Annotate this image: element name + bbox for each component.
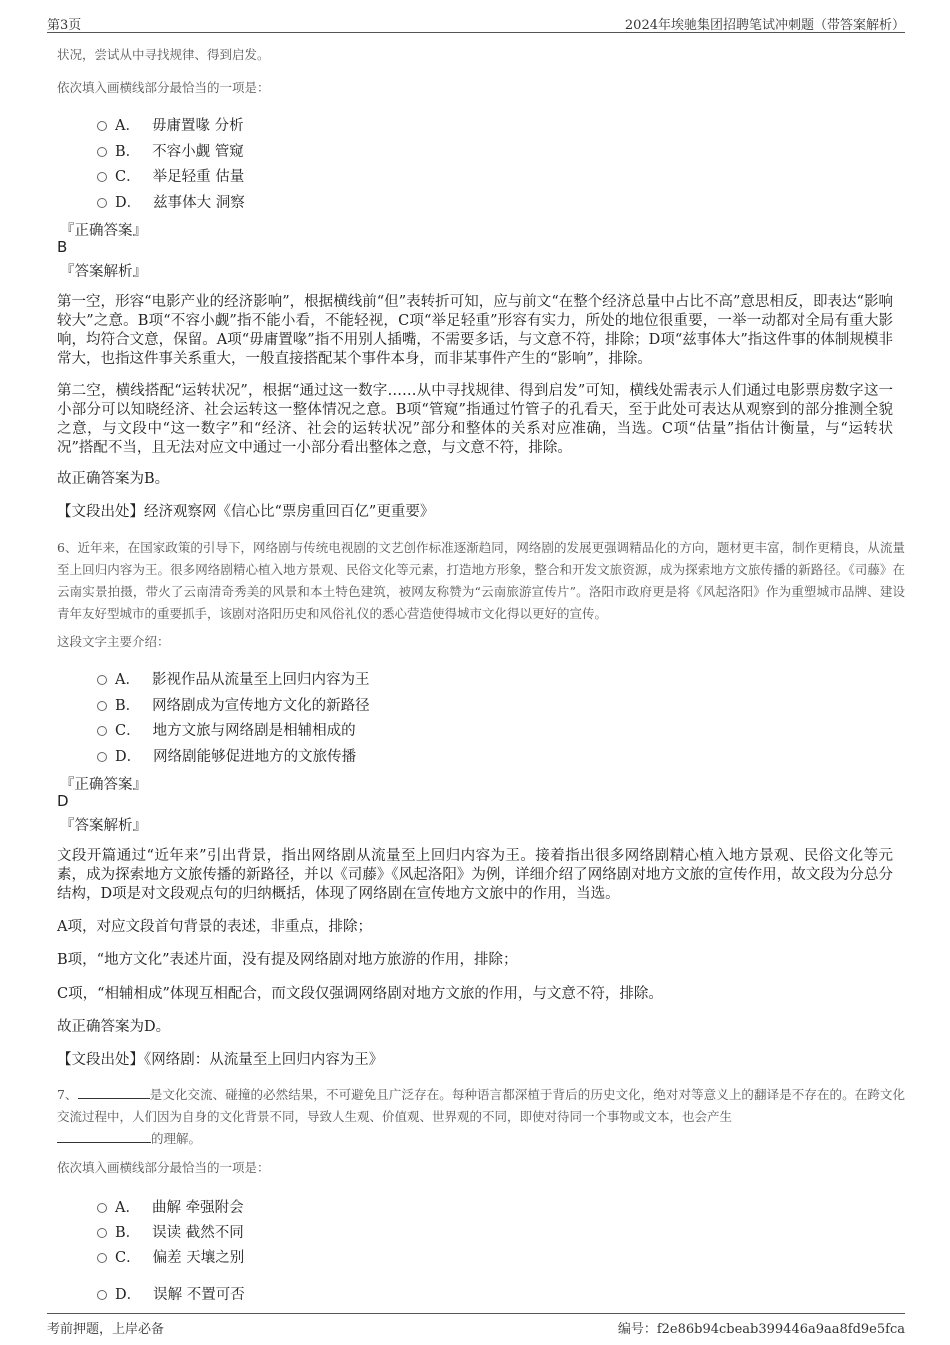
page-number: 第3页 xyxy=(47,18,82,33)
q7-stem-part2: 的理解。 xyxy=(151,1131,202,1146)
q7-stem xyxy=(57,1084,905,1150)
q5-option-a[interactable]: A． 毋庸置喙 分析 xyxy=(97,114,244,135)
radio-icon[interactable] xyxy=(97,1203,107,1213)
radio-icon[interactable] xyxy=(97,1290,107,1300)
q5-option-d[interactable]: D． 兹事体大 洞察 xyxy=(97,191,245,212)
radio-icon[interactable] xyxy=(97,121,107,131)
q6-option-a[interactable]: A． 影视作品从流量至上回归内容为王 xyxy=(97,668,369,689)
footer-note: 考前押题，上岸必备 xyxy=(47,1322,165,1337)
radio-icon[interactable] xyxy=(97,147,107,157)
q7-stem-part1: 是文化交流、碰撞的必然结果，不可避免且广泛存在。每种语言都深植于背后的历史文化，绝对对等意义上的翻译是不存在的。在跨文化交流过程中，人们因为自身的文化背景不同，导致人生观、价值观、世界观的不同，即使对待同一个事物或文本，也会产生 xyxy=(57,1087,905,1124)
q6-analysis-para-1: 文段开篇通过“近年来”引出背景，指出网络剧从流量至上回归内容为王。接着指出很多网络剧精心植入地方景观、民俗文化等元素，成为探索地方文旅传播的新路径，并以《司藤》《风起洛阳》为例，详细介绍了网络剧对地方文旅的宣传作用，故文段为分总分结构，D项是对文段观点句的归纳概括，体现了网络剧在宣传地方文旅中的作用，当选。 xyxy=(57,848,893,902)
q5-prompt: 依次填入画横线部分最恰当的一项是： xyxy=(57,80,270,95)
q5-answer-tag: 『正确答案』 xyxy=(60,223,147,239)
document-title: 2024年埃驰集团招聘笔试冲刺题（带答案解析） xyxy=(624,18,905,33)
q7-option-b[interactable]: B． 误读 截然不同 xyxy=(97,1221,244,1242)
q6-analysis-b: B项，“地方文化”表述片面，没有提及网络剧对地方旅游的作用，排除； xyxy=(57,952,518,968)
q7-blank-2 xyxy=(57,1128,151,1143)
q6-analysis-tag: 『答案解析』 xyxy=(60,818,147,834)
page-header xyxy=(47,12,905,33)
q6-option-b[interactable]: B． 网络剧成为宣传地方文化的新路径 xyxy=(97,694,370,715)
q6-analysis-c: C项，“相辅相成”体现互相配合，而文段仅强调网络剧对地方文旅的作用，与文意不符，排除。 xyxy=(57,986,663,1002)
q6-conclusion: 故正确答案为D。 xyxy=(57,1019,171,1035)
q6-analysis-a: A项，对应文段首句背景的表述，非重点，排除； xyxy=(57,919,372,935)
q5-analysis-tag: 『答案解析』 xyxy=(60,264,147,280)
radio-icon[interactable] xyxy=(97,701,107,711)
q7-option-c[interactable]: C． 偏差 天壤之别 xyxy=(97,1246,244,1267)
q6-option-d[interactable]: D． 网络剧能够促进地方的文旅传播 xyxy=(97,745,356,766)
q7-option-d[interactable]: D． 误解 不置可否 xyxy=(97,1283,245,1304)
q7-number: 7、 xyxy=(57,1087,78,1102)
q6-answer: D xyxy=(57,792,69,810)
q7-prompt: 依次填入画横线部分最恰当的一项是： xyxy=(57,1160,270,1175)
radio-icon[interactable] xyxy=(97,752,107,762)
radio-icon[interactable] xyxy=(97,198,107,208)
page-footer xyxy=(47,1313,905,1337)
q7-option-a[interactable]: A． 曲解 牵强附会 xyxy=(97,1196,244,1217)
radio-icon[interactable] xyxy=(97,1253,107,1263)
radio-icon[interactable] xyxy=(97,172,107,182)
q5-source: 【文段出处】经济观察网《信心比“票房重回百亿”更重要》 xyxy=(57,504,435,520)
radio-icon[interactable] xyxy=(97,726,107,736)
q6-answer-tag: 『正确答案』 xyxy=(60,777,147,793)
radio-icon[interactable] xyxy=(97,1228,107,1238)
q5-stem-tail: 状况，尝试从中寻找规律、得到启发。 xyxy=(57,47,270,62)
q5-analysis-para-1: 第一空，形容“电影产业的经济影响”，根据横线前“但”表转折可知，应与前文“在整个经济总量中占比不高”意思相反，即表达“影响较大”之意。B项“不容小觑”指不能小看，不能轻视，C项“举足轻重”形容有实力，所处的地位很重要，一举一动都对全局有重大影响，均符合文意，保留。A项“毋庸置喙”指不用别人插嘴，不需要多话，与文意不符，排除；D项“兹事体大”指这件事的体制规模非常大，也指这件事关系重大，一般直接搭配某个事件本身，而非某事件产生的“影响”，排除。 xyxy=(57,294,893,367)
q5-option-c[interactable]: C． 举足轻重 估量 xyxy=(97,165,244,186)
q5-option-b[interactable]: B． 不容小觑 管窥 xyxy=(97,140,244,161)
q5-conclusion: 故正确答案为B。 xyxy=(57,471,170,487)
q6-prompt: 这段文字主要介绍： xyxy=(57,634,170,649)
q5-analysis-para-2: 第二空，横线搭配“运转状况”，根据“通过这一数字……从中寻找规律、得到启发”可知，横线处需表示人们通过电影票房数字这一小部分可以知晓经济、社会运转这一整体情况之意。B项“管窥”指通过竹管子的孔看天，至于此处可表达从观察到的部分推测全貌之意，与文段中“这一数字”和“经济、社会的运转状况”部分和整体的关系对应准确，当选。C项“估量”指估计衡量，与“运转状况”搭配不当，且无法对应文中通过一小部分看出整体之意，与文意不符，排除。 xyxy=(57,383,893,456)
q6-option-c[interactable]: C． 地方文旅与网络剧是相辅相成的 xyxy=(97,719,356,740)
q6-source: 【文段出处】《网络剧：从流量至上回归内容为王》 xyxy=(57,1052,384,1068)
q6-stem: 6、近年来，在国家政策的引导下，网络剧与传统电视剧的文艺创作标准逐渐趋同，网络剧的发展更强调精品化的方向，题材更丰富，制作更精良，从流量至上回归内容为王。很多网络剧精心植入地方景观、民俗文化等元素，打造地方形象，整合和开发文旅资源，成为探索地方文旅传播的新路径。《司藤》在云南实景拍摄，带火了云南清奇秀美的风景和本土特色建筑，被网友称赞为“云南旅游宣传片”。洛阳市政府更是将《风起洛阳》作为重塑城市品牌、建设青年友好型城市的重要抓手，该剧对洛阳历史和风俗礼仪的悉心营造使得城市文化得以更好的宣传。 xyxy=(57,540,905,621)
document-code: 编号：f2e86b94cbeab399446a9aa8fd9e5fca xyxy=(617,1322,905,1337)
q5-answer: B xyxy=(57,238,68,256)
radio-icon[interactable] xyxy=(97,675,107,685)
q7-blank-1 xyxy=(78,1084,150,1099)
